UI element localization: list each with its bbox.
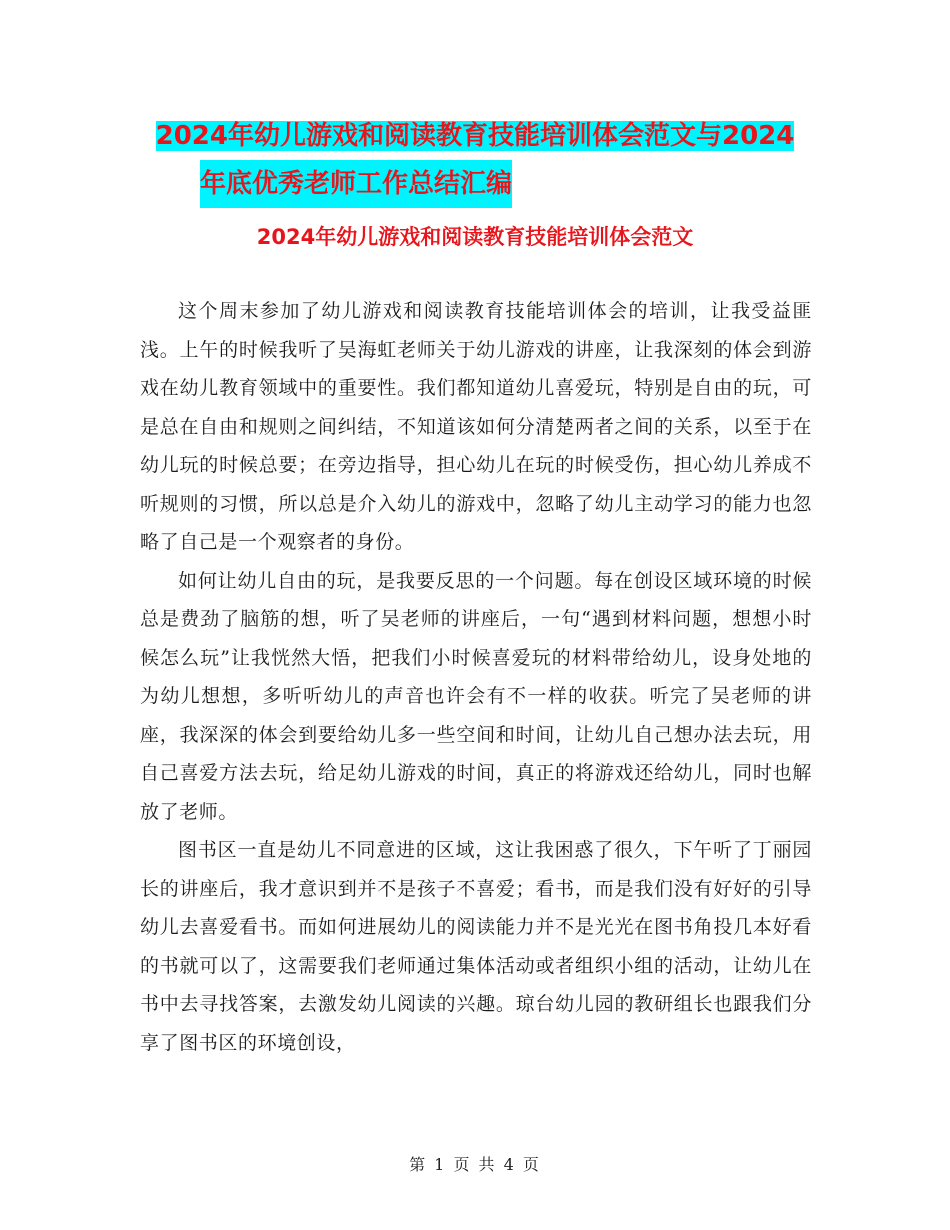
section-title: 2024年幼儿游戏和阅读教育技能培训体会范文 — [256, 225, 694, 249]
page-footer: 第 1 页 共 4 页 — [409, 1155, 541, 1174]
paragraph: 图书区一直是幼儿不同意进的区域，这让我困惑了很久，下午听了丁丽园长的讲座后，我才意识到并不是孩子不喜爱；看书，而是我们没有好好的引导幼儿去喜爱看书。而如何进展幼儿的阅读能力并不是光光在图书角投几本好看的书就可以了，这需要我们老师通过集体活动或者组织小组的活动，让幼儿在书中去寻找答案，去激发幼儿阅读的兴趣。琼台幼儿园的教研组长也跟我们分享了图书区的环境创设， — [140, 839, 812, 1054]
document-title — [0, 112, 950, 208]
title-line-1: 2024年幼儿游戏和阅读教育技能培训体会范文与2024 — [155, 121, 795, 151]
paragraph: 如何让幼儿自由的玩，是我要反思的一个问题。每在创设区域环境的时候总是费劲了脑筋的想，听了吴老师的讲座后，一句“遇到材料问题，想想小时候怎么玩”让我恍然大悟，把我们小时候喜爱玩的材料带给幼儿，设身处地的为幼儿想想，多听听幼儿的声音也许会有不一样的收获。听完了吴老师的讲座，我深深的体会到要给幼儿多一些空间和时间，让幼儿自己想办法去玩，用自己喜爱方法去玩，给足幼儿游戏的时间，真正的将游戏还给幼儿，同时也解放了老师。 — [140, 569, 812, 823]
document-body — [140, 292, 812, 1062]
title-line-2: 年底优秀老师工作总结汇编 — [200, 160, 512, 208]
paragraph: 这个周末参加了幼儿游戏和阅读教育技能培训体会的培训，让我受益匪浅。上午的时候我听了吴海虹老师关于幼儿游戏的讲座，让我深刻的体会到游戏在幼儿教育领域中的重要性。我们都知道幼儿喜爱玩，特别是自由的玩，可是总在自由和规则之间纠结，不知道该如何分清楚两者之间的关系，以至于在幼儿玩的时候总要；在旁边指导，担心幼儿在玩的时候受伤，担心幼儿养成不听规则的习惯，所以总是介入幼儿的游戏中，忽略了幼儿主动学习的能力也忽略了自己是一个观察者的身份。 — [140, 300, 812, 553]
